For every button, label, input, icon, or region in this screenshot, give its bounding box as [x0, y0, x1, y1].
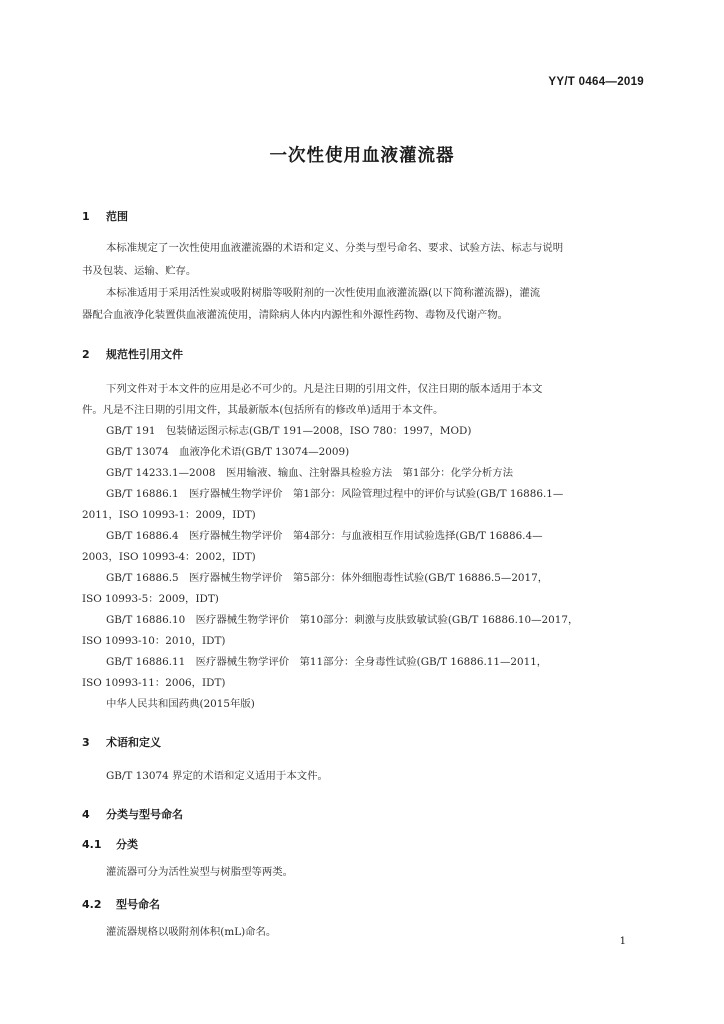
section-3-heading [82, 734, 161, 750]
section-number: 1 [82, 210, 90, 223]
section-title: 分类与型号命名 [106, 808, 183, 821]
section-1-heading [82, 208, 128, 224]
reference-line: 中华人民共和国药典(2015年版) [106, 698, 255, 710]
paragraph-line: 灌流器规格以吸附剂体积(mL)命名。 [106, 926, 277, 938]
reference-line: GB/T 16886.5 医疗器械生物学评价 第5部分：体外细胞毒性试验(GB/T 16886.5—2017， [106, 572, 549, 584]
section-2-heading [82, 346, 183, 362]
reference-line: GB/T 16886.10 医疗器械生物学评价 第10部分：刺激与皮肤致敏试验(GB/T 16886.10—2017， [106, 614, 579, 626]
section-title: 规范性引用文件 [106, 348, 183, 361]
paragraph-line: 件。凡是不注日期的引用文件，其最新版本(包括所有的修改单)适用于本文件。 [82, 404, 444, 416]
section-4-1-heading [82, 836, 138, 852]
section-number: 4.1 [82, 838, 102, 851]
section-title: 范围 [106, 210, 128, 223]
section-title: 分类 [116, 838, 138, 851]
section-number: 3 [82, 736, 90, 749]
reference-line: GB/T 13074 血液净化术语(GB/T 13074—2009) [106, 446, 350, 458]
paragraph-line: 灌流器可分为活性炭型与树脂型等两类。 [106, 866, 294, 878]
reference-line: GB/T 16886.11 医疗器械生物学评价 第11部分：全身毒性试验(GB/T 16886.11—2011， [106, 656, 548, 668]
reference-line: GB/T 191 包装储运图示标志(GB/T 191—2008，ISO 780：1997，MOD) [106, 425, 472, 437]
paragraph-line: 器配合血液净化装置供血液灌流使用，清除病人体内内源性和外源性药物、毒物及代谢产物。 [82, 309, 509, 321]
section-number: 4.2 [82, 898, 102, 911]
section-4-heading [82, 806, 183, 822]
section-title: 型号命名 [116, 898, 160, 911]
paragraph-line: 下列文件对于本文件的应用是必不可少的。凡是注日期的引用文件，仅注日期的版本适用于本文 [106, 383, 543, 395]
page-number: 1 [619, 936, 626, 947]
reference-line: GB/T 16886.1 医疗器械生物学评价 第1部分：风险管理过程中的评价与试验(GB/T 16886.1— [106, 488, 564, 500]
reference-line: ISO 10993-5：2009，IDT) [82, 593, 219, 605]
paragraph-line: 本标准规定了一次性使用血液灌流器的术语和定义、分类与型号命名、要求、试验方法、标志与说明 [106, 242, 564, 254]
reference-line: 2011，ISO 10993-1：2009，IDT) [82, 509, 256, 521]
section-number: 4 [82, 808, 90, 821]
reference-line: GB/T 14233.1—2008 医用输液、输血、注射器具检验方法 第1部分：化学分析方法 [106, 467, 514, 479]
reference-line: ISO 10993-11：2006，IDT) [82, 677, 226, 689]
reference-line: GB/T 16886.4 医疗器械生物学评价 第4部分：与血液相互作用试验选择(GB/T 16886.4— [106, 530, 543, 542]
document-title: 一次性使用血液灌流器 [269, 146, 455, 166]
standard-code: YY/T 0464—2019 [548, 76, 644, 88]
paragraph-line: GB/T 13074 界定的术语和定义适用于本文件。 [106, 770, 328, 782]
reference-line: 2003，ISO 10993-4：2002，IDT) [82, 551, 256, 563]
section-number: 2 [82, 348, 90, 361]
reference-line: ISO 10993-10：2010，IDT) [82, 635, 226, 647]
section-title: 术语和定义 [106, 736, 161, 749]
section-4-2-heading [82, 896, 160, 912]
paragraph-line: 本标准适用于采用活性炭或吸附树脂等吸附剂的一次性使用血液灌流器(以下简称灌流器)，灌流 [106, 287, 541, 299]
paragraph-line: 书及包装、运输、贮存。 [82, 265, 197, 277]
